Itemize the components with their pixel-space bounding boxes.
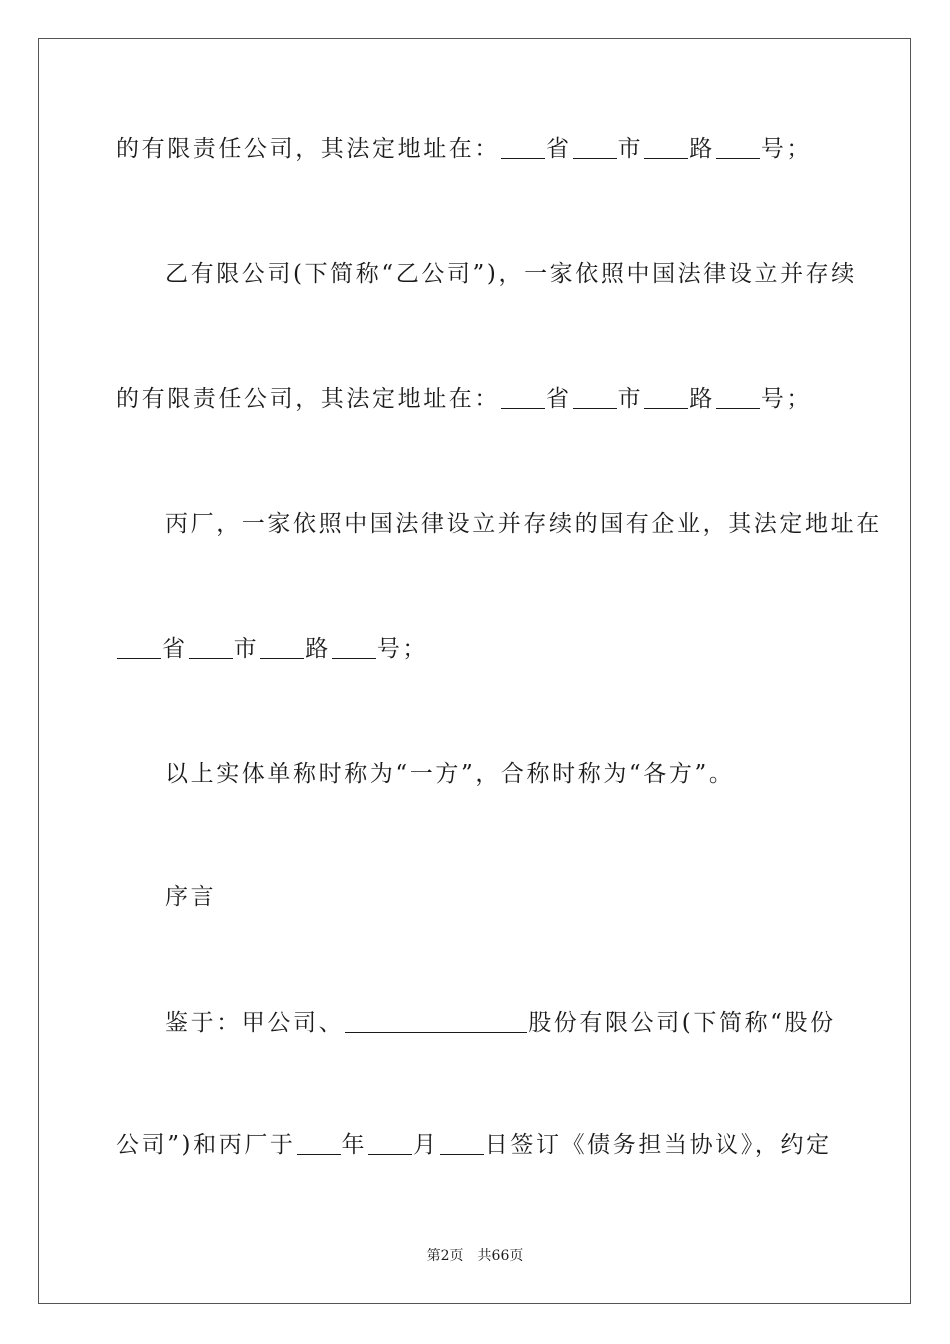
text-segment: 市 bbox=[617, 136, 644, 162]
text-line: 乙有限公司(下简称“乙公司”)，一家依照中国法律设立并存续 bbox=[165, 261, 857, 287]
fill-blank bbox=[573, 136, 617, 159]
fill-blank bbox=[644, 136, 688, 159]
page-frame bbox=[38, 38, 911, 1304]
text-segment: 省 bbox=[546, 136, 572, 162]
text-segment: 路 bbox=[689, 136, 715, 162]
text-segment: 路 bbox=[689, 386, 715, 412]
fill-blank bbox=[573, 386, 617, 409]
text-segment: 年 bbox=[341, 1132, 368, 1158]
text-segment: 鉴于：甲公司、 bbox=[165, 1010, 345, 1036]
text-segment: 号； bbox=[760, 136, 813, 162]
fill-blank bbox=[440, 1132, 484, 1155]
fill-blank bbox=[716, 136, 760, 159]
text-segment: 号； bbox=[376, 636, 429, 662]
text-segment: 公司”)和丙厂于 bbox=[116, 1132, 296, 1158]
text-segment: 路 bbox=[305, 636, 331, 662]
text-line bbox=[165, 1008, 885, 1038]
page-footer bbox=[0, 1245, 950, 1265]
text-segment: 日签订《债务担当协议》，约定 bbox=[484, 1132, 832, 1158]
text-segment: 的有限责任公司，其法定地址在： bbox=[116, 386, 500, 412]
text-line bbox=[116, 1130, 836, 1160]
text-segment: 省 bbox=[162, 636, 188, 662]
text-segment: 号； bbox=[760, 386, 813, 412]
fill-blank bbox=[297, 1132, 341, 1155]
text-segment: 股份有限公司(下简称“股份 bbox=[528, 1010, 836, 1036]
text-segment: 市 bbox=[617, 386, 644, 412]
fill-blank bbox=[260, 636, 304, 659]
text-segment: 月 bbox=[413, 1132, 439, 1158]
fill-blank bbox=[501, 136, 545, 159]
fill-blank bbox=[501, 386, 545, 409]
text-line bbox=[116, 384, 836, 414]
text-segment: 市 bbox=[233, 636, 260, 662]
text-segment: 省 bbox=[546, 386, 572, 412]
text-line bbox=[116, 634, 836, 664]
total-pages: 共66页 bbox=[477, 1248, 524, 1264]
section-heading: 序言 bbox=[165, 884, 217, 910]
fill-blank bbox=[716, 386, 760, 409]
fill-blank bbox=[117, 636, 161, 659]
fill-blank bbox=[189, 636, 233, 659]
fill-blank bbox=[644, 386, 688, 409]
text-segment: 的有限责任公司，其法定地址在： bbox=[116, 136, 500, 162]
fill-blank bbox=[345, 1010, 527, 1033]
fill-blank bbox=[332, 636, 376, 659]
text-line bbox=[116, 134, 836, 164]
text-line: 以上实体单称时称为“一方”，合称时称为“各方”。 bbox=[165, 761, 735, 787]
page-number: 第2页 bbox=[426, 1248, 464, 1264]
fill-blank bbox=[368, 1132, 412, 1155]
text-line: 丙厂，一家依照中国法律设立并存续的国有企业，其法定地址在 bbox=[165, 511, 882, 537]
